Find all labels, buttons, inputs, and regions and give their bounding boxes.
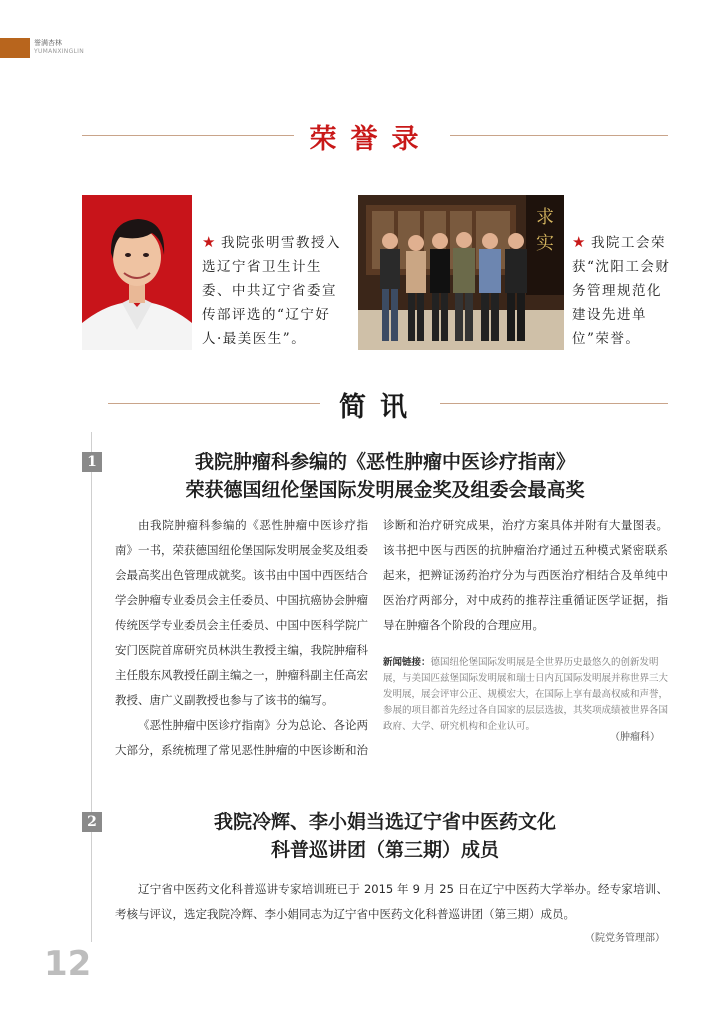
article-number-badge: 2: [82, 812, 102, 832]
header-color-tab: [0, 38, 30, 58]
article-2-headline-line2: 科普巡讲团（第三期）成员: [270, 839, 499, 861]
portrait-photo: [82, 195, 192, 350]
news-link-text: 德国纽伦堡国际发明展是全世界历史最悠久的创新发明展，与美国匹兹堡国际发明展和瑞士日内瓦国际发明展并称世界三大发明展，展会评审公正、规模宏大，在国际上享有最高权威和声誉，参展的项目都首先经过各自国家的层层选拔，其奖项成绩被世界各国政府、大学、研究机构和企业认可。: [383, 657, 669, 732]
article-1-headline-line2: 荣获德国纽伦堡国际发明展金奖及组委会最高奖: [185, 479, 585, 501]
honor-caption-1: [202, 230, 342, 351]
left-vertical-rule: [91, 432, 92, 942]
honor-title: 荣誉录: [309, 124, 433, 155]
honor-caption-2: [572, 230, 672, 351]
article-1-news-link: [383, 655, 668, 735]
title-rule-left: [82, 135, 294, 136]
title-rule-left: [108, 403, 320, 404]
honor-caption-1-text: 我院张明雪教授入选辽宁省卫生计生委、中共辽宁省委宣传部评选的“辽宁好人·最美医生”。: [202, 235, 341, 347]
star-icon: ★: [202, 233, 217, 251]
article-2-paragraph: 辽宁省中医药文化科普巡讲专家培训班已于 2015 年 9 月 25 日在辽宁中医药大学举办。经专家培训、考核与评议，选定我院冷辉、李小娟同志为辽宁省中医药文化科普巡讲团（第三期）成员。: [115, 882, 668, 921]
honor-caption-2-text: 我院工会荣获“沈阳工会财务管理规范化建设先进单位”荣誉。: [572, 235, 671, 347]
title-rule-right: [440, 403, 668, 404]
article-1-paragraph-2-continued: 诊断和治疗研究成果，治疗方案具体并附有大量图表。该书把中医与西医的抗肿瘤治疗通过五种模式紧密联系起来，把辨证汤药治疗分为与西医治疗相结合及单纯中医治疗两部分，对中成药的推荐注重循证医学证据，指导在肿瘤各个阶段的合理应用。: [383, 518, 668, 632]
banner-calligraphy: 求实: [536, 207, 554, 254]
star-icon: ★: [572, 233, 587, 251]
article-2-headline-line1: 我院冷辉、李小娟当选辽宁省中医药文化: [213, 811, 556, 833]
article-1-source: （肿瘤科）: [610, 732, 660, 743]
article-2-headline: [110, 808, 660, 864]
article-2-source: （院党务管理部）: [585, 933, 665, 944]
news-title: 简讯: [339, 392, 421, 423]
article-1-paragraph-1: 由我院肿瘤科参编的《恶性肿瘤中医诊疗指南》一书，荣获德国纽伦堡国际发明展金奖及组委会最高奖出色管理成就奖。该书由中国中西医结合学会肿瘤专业委员会主任委员、中国抗癌协会肿瘤传统医学专业委员会主任委员、中国中医科学院广安门医院首席研究员林洪生教授主编，我院肿瘤科主任殷东风教授任副主编之一，肿瘤科副主任高宏教授、唐广义副教授也参与了该书的编写。: [115, 518, 368, 707]
section-name-pinyin: YUMANXINGLIN: [34, 48, 85, 55]
section-name: 誉满杏林: [34, 39, 62, 47]
title-rule-right: [450, 135, 668, 136]
news-link-label: 新闻链接：: [383, 657, 431, 668]
article-1-column-right: [383, 513, 668, 638]
article-2-body: [115, 877, 668, 927]
article-1-paragraph-2: 《恶性肿瘤中医诊疗指南》分为总论、各论两大部分，系统梳理了常见恶性肿瘤的中医诊断和治: [115, 718, 368, 757]
group-photo: [358, 195, 564, 350]
article-1-headline-line1: 我院肿瘤科参编的《恶性肿瘤中医诊疗指南》: [194, 451, 575, 473]
article-1-headline: [110, 448, 660, 504]
article-number-badge: 1: [82, 452, 102, 472]
page-number: 12: [44, 944, 92, 984]
article-1-column-left: [115, 513, 368, 763]
